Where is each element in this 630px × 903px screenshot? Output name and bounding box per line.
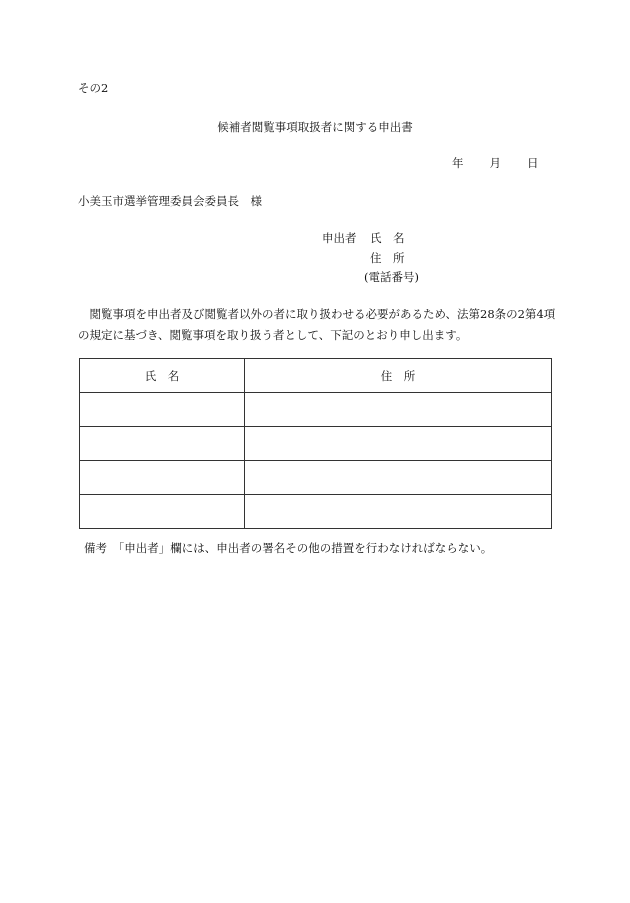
date-line — [452, 155, 539, 171]
address-cell[interactable] — [245, 393, 552, 427]
addressee: 小美玉市選挙管理委員会委員長 様 — [78, 194, 262, 208]
name-cell[interactable] — [80, 427, 245, 461]
name-column-header: 氏 名 — [80, 359, 245, 393]
date-year-label: 年 — [452, 156, 464, 170]
name-cell[interactable] — [80, 393, 245, 427]
address-cell[interactable] — [245, 427, 552, 461]
table-row — [80, 461, 552, 495]
address-cell[interactable] — [245, 495, 552, 529]
body-paragraph: 閲覧事項を申出者及び閲覧者以外の者に取り扱わせる必要があるため、法第28条の2第4項の規定に基づき、閲覧事項を取り扱う者として、下記のとおり申し出ます。 — [78, 307, 556, 342]
table-row — [80, 393, 552, 427]
date-month-label: 月 — [489, 156, 501, 170]
date-day-label: 日 — [527, 156, 539, 170]
name-cell[interactable] — [80, 461, 245, 495]
applicant-name-label: 氏 名 — [370, 231, 405, 245]
applicant-address-label: 住 所 — [370, 251, 405, 265]
table-row — [80, 427, 552, 461]
name-cell[interactable] — [80, 495, 245, 529]
remarks-note: 備考 「申出者」欄には、申出者の署名その他の措置を行わなければならない。 — [84, 541, 493, 555]
applicant-label: 申出者 — [322, 231, 357, 245]
handlers-table — [79, 358, 552, 529]
address-cell[interactable] — [245, 461, 552, 495]
form-number: その2 — [78, 81, 109, 95]
applicant-phone-label: (電話番号) — [364, 270, 419, 284]
address-column-header: 住 所 — [245, 359, 552, 393]
document-title: 候補者閲覧事項取扱者に関する申出書 — [217, 120, 413, 134]
table-header-row — [80, 359, 552, 393]
table-row — [80, 495, 552, 529]
